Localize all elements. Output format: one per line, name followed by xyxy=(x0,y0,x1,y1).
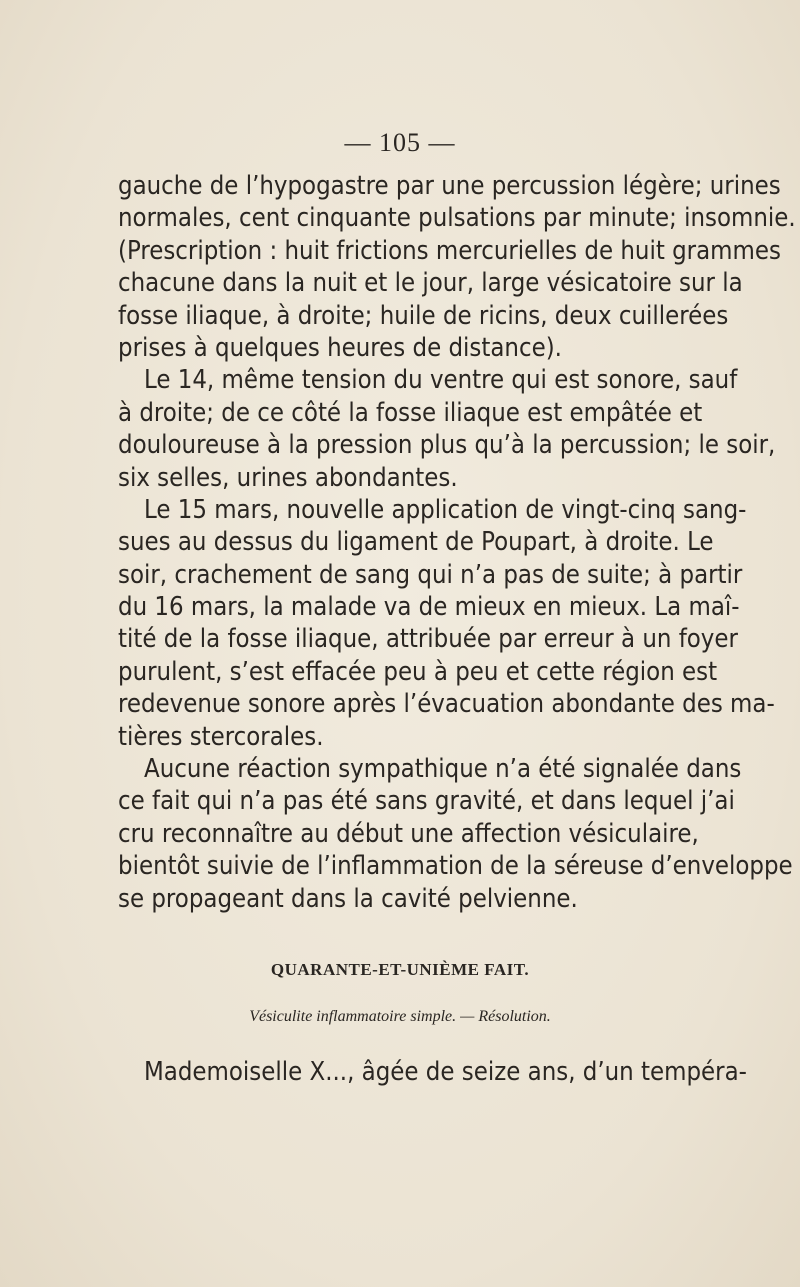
text-line: prises à quelques heures de distance). xyxy=(118,332,562,363)
text-line: tières stercorales. xyxy=(118,721,324,752)
text-line: six selles, urines abondantes. xyxy=(118,462,458,493)
section-subheading: Vésiculite inflammatoire simple. — Résolution. xyxy=(249,1008,551,1025)
text-line: purulent, s’est effacée peu à peu et cette région est xyxy=(118,656,718,687)
text-line: soir, crachement de sang qui n’a pas de suite; à partir xyxy=(118,559,743,590)
text-line: à droite; de ce côté la fosse iliaque est empâtée et xyxy=(118,397,703,428)
text-line: Le 15 mars, nouvelle application de vingt-cinq sang- xyxy=(144,494,747,525)
text-line: du 16 mars, la malade va de mieux en mieux. La maî- xyxy=(118,592,740,623)
text-line: normales, cent cinquante pulsations par minute; insomnie. xyxy=(118,203,796,234)
page-number: — 105 — xyxy=(344,128,456,157)
text-line: douloureuse à la pression plus qu’à la percussion; le soir, xyxy=(118,430,776,461)
text-line: sues au dessus du ligament de Poupart, à droite. Le xyxy=(118,527,714,558)
body-text xyxy=(118,170,796,915)
text-line: tité de la fosse iliaque, attribuée par erreur à un foyer xyxy=(118,624,738,655)
text-line: (Prescription : huit frictions mercurielles de huit grammes xyxy=(118,235,781,266)
text-line: Mademoiselle X..., âgée de seize ans, d’un tempéra- xyxy=(144,1057,747,1087)
text-line: chacune dans la nuit et le jour, large vésicatoire sur la xyxy=(118,268,743,299)
text-line: fosse iliaque, à droite; huile de ricins, deux cuillerées xyxy=(118,300,729,331)
text-line: Le 14, même tension du ventre qui est sonore, sauf xyxy=(144,365,738,396)
text-line: Aucune réaction sympathique n’a été signalée dans xyxy=(144,754,742,785)
text-line: bientôt suivie de l’inflammation de la séreuse d’enveloppe xyxy=(118,851,793,882)
text-line: gauche de l’hypogastre par une percussion légère; urines xyxy=(118,171,781,201)
text-line: se propageant dans la cavité pelvienne. xyxy=(118,883,578,914)
section-heading: QUARANTE-ET-UNIÈME FAIT. xyxy=(270,960,530,979)
text-line: ce fait qui n’a pas été sans gravité, et dans lequel j’ai xyxy=(118,786,735,817)
text-line: redevenue sonore après l’évacuation abondante des ma- xyxy=(118,689,775,720)
text-line: cru reconnaître au début une affection vésiculaire, xyxy=(118,818,699,849)
